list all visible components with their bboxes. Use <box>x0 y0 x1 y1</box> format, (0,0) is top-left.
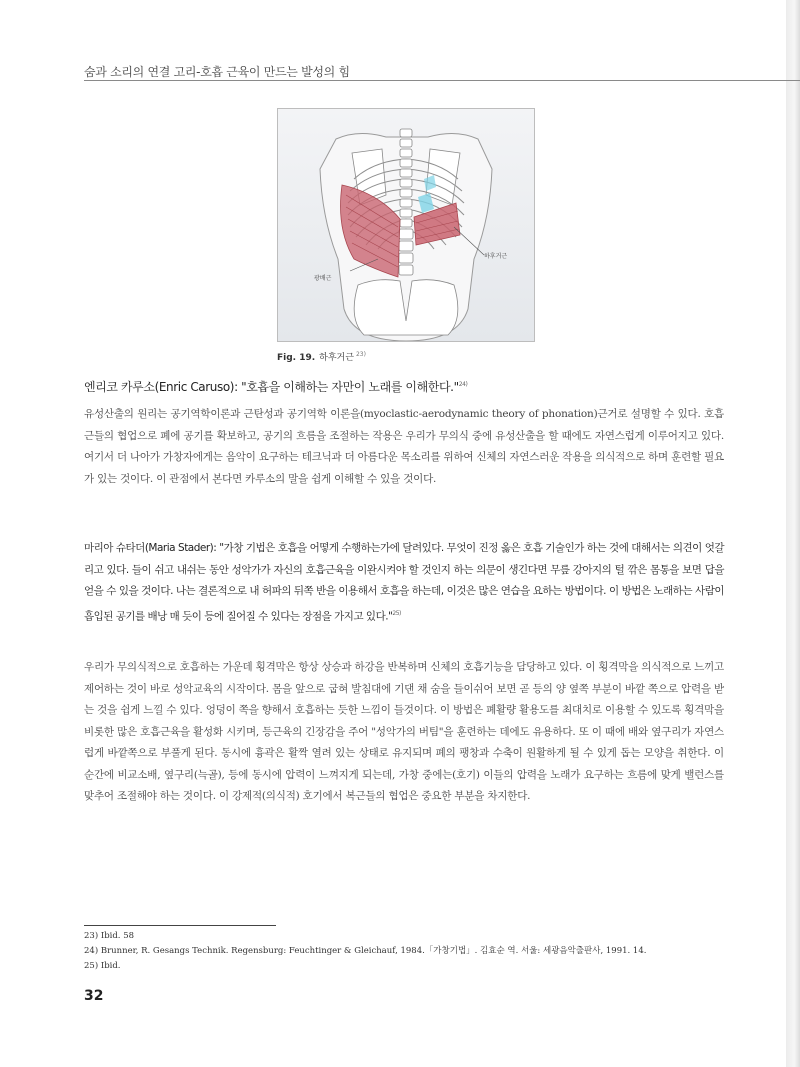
footnote-24: 24) Brunner, R. Gesangs Technik. Regensburg: Feuchtinger & Gleichauf, 1984.「가창기법」. 김효순 역. 서울: 세광음악출판사, 1991. 14. <box>84 946 647 956</box>
caruso-quote <box>84 378 724 395</box>
stader-quote <box>84 538 724 628</box>
anatomy-figure <box>277 108 535 342</box>
figure-number: Fig. 19. <box>277 353 316 363</box>
footnotes <box>84 929 724 974</box>
footnote-divider <box>84 925 276 926</box>
header-divider <box>84 80 800 81</box>
page-number: 32 <box>84 988 104 1004</box>
body-paragraph-1: 유성산출의 원리는 공기역학이론과 근탄성과 공기역학 이론을(myoclastic-aerodynamic theory of phonation)근거로 설명할 수 있다. 호흡근들의 협업으로 폐에 공기를 확보하고, 공기의 흐름을 조절하는 작용은 우리가 무의식 중에 유성산출을 할 때에도 자연스럽게 이루어지고 있다. 여기서 더 나아가 가창자에게는 음악이 요구하는 테크닉과 더 아름다운 목소리를 위하여 신체의 자연스러운 작용을 의식적으로 하며 훈련할 필요가 있는 것이다. 이 관점에서 본다면 카루소의 말을 쉽게 이해할 수 있을 것이다. <box>84 408 724 485</box>
back-muscles-illustration <box>278 109 534 341</box>
running-header: 숨과 소리의 연결 고리-호흡 근육이 만드는 발성의 힘 <box>84 65 350 79</box>
stader-quote-ref: 25) <box>392 609 401 617</box>
caruso-quote-ref: 24) <box>458 381 468 388</box>
stader-quote-text: 마리아 슈타더(Maria Stader): "가창 기법은 호흡을 어떻게 수행하는가에 달려있다. 무엇이 진정 옳은 호흡 기술인가 하는 것에 대해서는 의견이 엇갈리고 있다. 들이 쉬고 내쉬는 동안 성악가가 자신의 호흡근육을 이완시켜야 할 것인지 하는 의문이 생긴다면 무릎 강아지의 털 깎은 몸통을 보면 답을 얻을 수 있을 것이다. 나는 결론적으로 내 허파의 뒤쪽 반을 이용해서 호흡을 하는데, 이것은 많은 연습을 요하는 방법이다. 이 방법은 노래하는 사람이 흡입된 공기를 배낭 매 듯이 등에 질어질 수 있다는 장점을 가지고 있다." <box>84 542 724 622</box>
figure-caption-text: 하후거근 <box>319 353 354 363</box>
footnote-23: 23) Ibid. 58 <box>84 931 135 941</box>
footnote-25: 25) Ibid. <box>84 961 121 971</box>
caruso-quote-text: 엔리코 카루소(Enric Caruso): "호흡을 이해하는 자만이 노래를 이해한다." <box>84 380 459 394</box>
label-latissimus: 광배근 <box>314 275 332 282</box>
page-edge-shadow <box>786 0 800 1067</box>
figure-caption-ref: 23) <box>355 351 366 358</box>
figure-caption <box>277 350 366 363</box>
body-paragraph-2: 우리가 무의식적으로 호흡하는 가운데 횡격막은 항상 상승과 하강을 반복하며 신체의 호흡기능을 담당하고 있다. 이 횡격막을 의식적으로 느끼고 제어하는 것이 바로 성악교육의 시작이다. 몸을 앞으로 굽혀 발침대에 기댄 채 숨을 들이쉬어 보면 곧 등의 양 옆쪽 부분이 바깥 쪽으로 압력을 받는 것을 쉽게 느낄 수 있다. 엉덩이 쪽을 향해서 호흡하는 듯한 느낌이 들것이다. 이 방법은 폐활량 활용도를 최대치로 이용할 수 있도록 횡격막을 비롯한 많은 호흡근육을 활성화 시키며, 등근육의 긴장감을 주어 "성악가의 버팀"을 훈련하는 데에도 유용하다. 또 이 때에 배와 옆구리가 자연스럽게 바깥쪽으로 부풀게 된다. 동시에 흉곽은 활짝 열려 있는 상태로 유지되며 폐의 팽창과 수축이 원활하게 될 수 있게 돕는 모양을 취한다. 이 순간에 비교소배, 옆구리(늑골), 등에 동시에 압력이 느껴지게 되는데, 가창 중에는(호기) 이들의 압력을 노래가 요구하는 흐름에 맞게 밸런스를 맞추어 조절해야 하는 것이다. 이 강제적(의식적) 호기에서 복근들의 협업은 중요한 부분을 차지한다. <box>84 661 724 802</box>
label-serratus-posterior-inferior: 하후거근 <box>484 253 508 260</box>
